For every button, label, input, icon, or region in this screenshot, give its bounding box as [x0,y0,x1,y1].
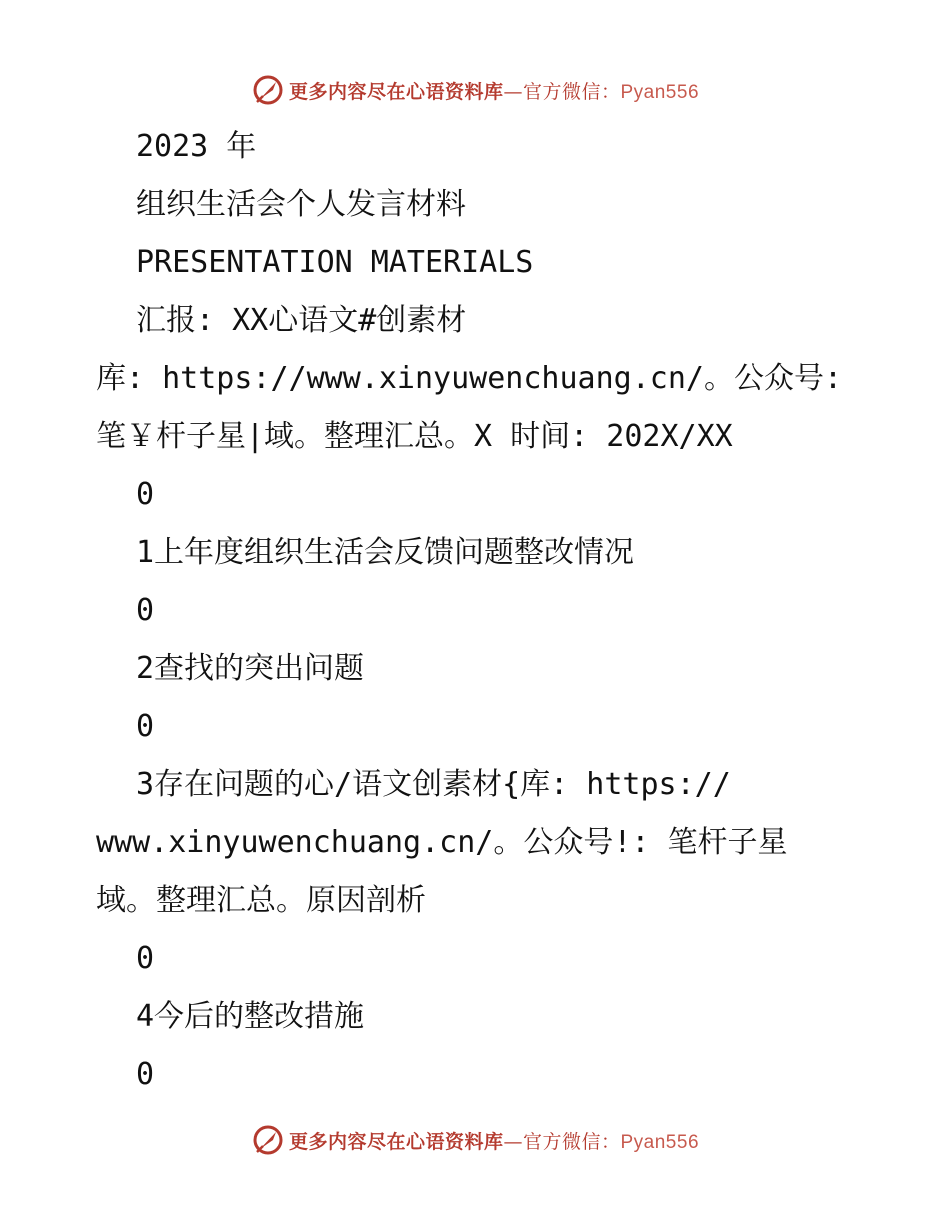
doc-time-line: 笔￥杆子星|域。整理汇总。X 时间: 202X/XX [96,419,733,454]
section-3-heading: 3存在问题的心/语文创素材{库: https:// [136,767,731,802]
doc-year: 2023 年 [136,129,257,164]
header-banner-main: 更多内容尽在心语资料库 [288,80,504,103]
feather-quill-logo-icon [251,73,285,107]
section-number-0b: 0 [136,593,155,628]
footer-banner [0,1120,950,1160]
header-banner-text [289,77,699,104]
section-number-0e: 0 [136,1057,155,1092]
doc-title: 组织生活会个人发言材料 [136,187,466,222]
doc-subtitle-en: PRESENTATION MATERIALS [136,245,534,280]
footer-banner-main: 更多内容尽在心语资料库 [288,1130,504,1153]
footer-banner-wechat: Pyan556 [620,1131,700,1153]
doc-reporter-continued: 库: https://www.xinyuwenchuang.cn/。公众号: [96,361,843,396]
section-1-heading: 1上年度组织生活会反馈问题整改情况 [136,535,635,570]
section-4-heading: 4今后的整改措施 [136,999,365,1034]
footer-banner-sub: 官方微信： [522,1130,621,1153]
header-banner [0,70,950,110]
section-2-heading: 2查找的突出问题 [136,651,365,686]
doc-reporter-line: 汇报: XX心语文#创素材 [136,303,467,338]
feather-quill-logo-icon [251,1123,285,1157]
header-banner-sub: 官方微信： [522,80,621,103]
section-number-0d: 0 [136,941,155,976]
header-banner-separator: — [503,80,523,103]
footer-banner-separator: — [503,1130,523,1153]
section-number-0a: 0 [136,477,155,512]
footer-banner-text [289,1127,699,1154]
section-number-0c: 0 [136,709,155,744]
document-body [96,118,856,1104]
section-3-heading-continued-2: 域。整理汇总。原因剖析 [96,883,426,918]
header-banner-wechat: Pyan556 [620,81,700,103]
section-3-heading-continued-1: www.xinyuwenchuang.cn/。公众号!: 笔杆子星 [96,825,788,860]
